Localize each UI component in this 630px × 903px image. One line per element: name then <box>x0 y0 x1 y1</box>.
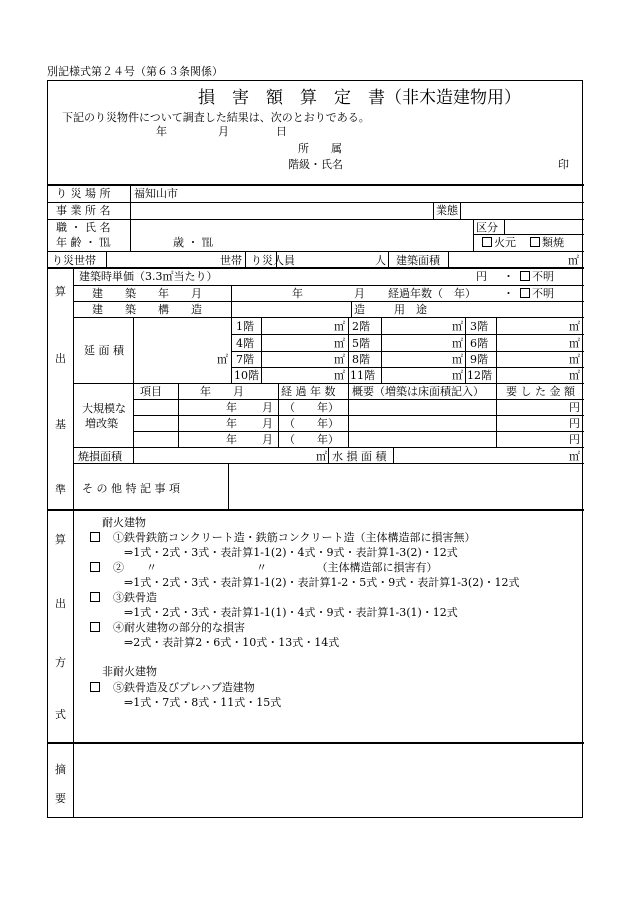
structure-label: 建 築 構 造 <box>92 303 202 316</box>
renovation-label-2: 増改築 <box>85 417 118 430</box>
construction-month: 月 <box>354 287 365 300</box>
seal-label: 印 <box>558 158 569 171</box>
construction-year-label: 建 築 年 月 <box>92 287 202 300</box>
age-label: 年 齢 ・ ℡ <box>56 236 111 249</box>
reno-year: 年 <box>226 433 237 446</box>
method-formula-5: ⇒1式・7式・8式・11式・15式 <box>124 696 282 709</box>
method-formula-1: ⇒1式・2式・3式・表計算1-1(2)・4式・9式・表計算1-3(2)・12式 <box>124 546 458 559</box>
floor-1: 1階 <box>236 320 254 333</box>
date-year-label: 年 <box>156 125 167 138</box>
area-unit: ㎡ <box>452 337 463 350</box>
floor-2: 2階 <box>352 320 370 333</box>
area-unit: ㎡ <box>569 337 580 350</box>
basis-side-char: 準 <box>55 483 66 496</box>
method-option-1[interactable]: ①鉄骨鉄筋コンクリート造・鉄筋コンクリート造（主体構造部に損害無） <box>90 532 476 543</box>
area-unit: ㎡ <box>334 337 345 350</box>
area-unit: ㎡ <box>452 353 463 366</box>
water-area-label: 水 損 面 積 <box>332 450 387 463</box>
persons-unit: 人 <box>375 254 386 267</box>
method-side-char: 式 <box>55 708 66 721</box>
reno-elapsed: （ 年） <box>284 401 339 414</box>
construction-year: 年 <box>292 287 303 300</box>
area-unit: ㎡ <box>569 369 580 382</box>
area-unit: ㎡ <box>452 369 463 382</box>
floor-area-label: 延 面 積 <box>84 344 124 357</box>
date-day-label: 日 <box>276 125 287 138</box>
reno-month: 月 <box>262 417 273 430</box>
area-unit: ㎡ <box>334 369 345 382</box>
method-side-char: 出 <box>55 597 66 610</box>
method-side-char: 方 <box>55 656 66 669</box>
burned-area-unit: ㎡ <box>316 450 327 463</box>
unknown-checkbox[interactable] <box>520 288 530 298</box>
floor-3: 3階 <box>470 320 488 333</box>
reno-header-date: 年 月 <box>200 385 244 398</box>
fireproof-label: 耐火建物 <box>102 516 146 529</box>
nonfireproof-label: 非耐火建物 <box>102 665 157 678</box>
building-area-unit: ㎡ <box>568 254 579 267</box>
water-area-unit: ㎡ <box>569 450 580 463</box>
method-checkbox[interactable] <box>90 682 100 692</box>
basis-side-char: 基 <box>55 418 66 431</box>
form-number-label: 別記様式第２４号（第６３条関係） <box>47 65 223 78</box>
reno-yen: 円 <box>569 417 580 430</box>
area-unit: ㎡ <box>569 353 580 366</box>
reno-header-elapsed: 経 過 年 数 <box>281 385 336 398</box>
method-option-5[interactable]: ⑤鉄骨造及びプレハブ造建物 <box>90 682 255 693</box>
unit-price-yen: 円 <box>476 270 487 283</box>
floor-12: 12階 <box>467 369 492 382</box>
floor-4: 4階 <box>236 337 254 350</box>
building-area-label: 建築面積 <box>396 254 440 267</box>
method-checkbox[interactable] <box>90 532 100 542</box>
floor-area-total-unit: ㎡ <box>217 353 228 366</box>
reno-month: 月 <box>262 433 273 446</box>
burned-area-label: 焼損面積 <box>78 450 122 463</box>
location-value: 福知山市 <box>134 187 178 200</box>
households-unit: 世帯 <box>220 254 242 267</box>
structure-suffix: 造 <box>354 303 365 316</box>
floor-10: 10階 <box>234 369 259 382</box>
method-option-4[interactable]: ④耐火建物の部分的な損害 <box>90 622 245 633</box>
floor-6: 6階 <box>470 337 488 350</box>
reno-month: 月 <box>262 401 273 414</box>
reno-header-item: 項目 <box>140 385 162 398</box>
persons-label: り災人員 <box>251 254 295 267</box>
unit-price-unknown[interactable]: 不明 <box>520 271 554 282</box>
usage-label: 用 途 <box>394 303 427 316</box>
spread-checkbox[interactable] <box>530 237 540 247</box>
method-side-char: 算 <box>55 533 66 546</box>
damage-assessment-form <box>47 80 583 818</box>
special-notes-label: そ の 他 特 記 事 項 <box>82 482 180 495</box>
area-unit: ㎡ <box>334 353 345 366</box>
floor-5: 5階 <box>352 337 370 350</box>
floor-8: 8階 <box>352 353 370 366</box>
area-unit: ㎡ <box>452 320 463 333</box>
occupation-label: 職 ・ 氏 名 <box>56 221 111 234</box>
floor-11: 11階 <box>350 369 375 382</box>
basis-side-char: 算 <box>55 285 66 298</box>
basis-side-char: 出 <box>55 352 66 365</box>
dot: ・ <box>503 287 514 300</box>
reno-year: 年 <box>226 417 237 430</box>
dot: ・ <box>503 270 514 283</box>
age-value-label: 歳 ・ ℡ <box>173 236 213 249</box>
intro-text: 下記のり災物件について調査した結果は、次のとおりである。 <box>62 111 370 124</box>
reno-yen: 円 <box>569 401 580 414</box>
reno-year: 年 <box>226 401 237 414</box>
category-label: 区分 <box>476 221 498 234</box>
area-unit: ㎡ <box>569 320 580 333</box>
method-checkbox[interactable] <box>90 592 100 602</box>
elapsed-years-label: 経過年数（ 年） <box>388 287 476 300</box>
reno-elapsed: （ 年） <box>284 417 339 430</box>
area-unit: ㎡ <box>334 320 345 333</box>
summary-side-char: 摘 <box>55 763 66 776</box>
method-option-2[interactable]: ② 〃 〃 （主体構造部に損害有） <box>90 562 438 573</box>
rank-name-label: 階級・氏名 <box>288 158 343 171</box>
reno-header-cost: 要 し た 金 額 <box>506 385 575 398</box>
method-option-3[interactable]: ③鉄骨造 <box>90 592 157 603</box>
fire-origin-option[interactable]: 火元 <box>482 237 516 248</box>
unit-price-label: 建築時単価（3.3㎡当たり） <box>79 270 218 283</box>
affiliation-label: 所 属 <box>298 142 342 155</box>
method-formula-3: ⇒1式・2式・3式・表計算1-1(1)・4式・9式・表計算1-3(1)・12式 <box>124 606 458 619</box>
location-label: り 災 場 所 <box>56 187 111 200</box>
reno-yen: 円 <box>569 433 580 446</box>
method-formula-2: ⇒1式・2式・3式・表計算1-1(2)・表計算1-2・5式・9式・表計算1-3(2)・12式 <box>124 576 520 589</box>
unknown-checkbox[interactable] <box>520 271 530 281</box>
business-type-label: 業態 <box>436 204 458 217</box>
spread-option[interactable]: 類焼 <box>530 237 564 248</box>
reno-elapsed: （ 年） <box>284 433 339 446</box>
renovation-label-1: 大規模な <box>82 402 126 415</box>
method-checkbox[interactable] <box>90 562 100 572</box>
reno-header-summary: 概要（増築は床面積記入） <box>352 385 484 398</box>
construction-unknown[interactable]: 不明 <box>520 288 554 299</box>
floor-9: 9階 <box>470 353 488 366</box>
method-checkbox[interactable] <box>90 622 100 632</box>
households-label: り災世帯 <box>52 254 96 267</box>
date-month-label: 月 <box>218 125 229 138</box>
floor-7: 7階 <box>236 353 254 366</box>
summary-side-char: 要 <box>55 792 66 805</box>
method-formula-4: ⇒2式・表計算2・6式・10式・13式・14式 <box>124 636 340 649</box>
form-title: 損 害 額 算 定 書（非木造建物用） <box>198 88 521 108</box>
business-label: 事 業 所 名 <box>56 204 111 217</box>
fire-origin-checkbox[interactable] <box>482 237 492 247</box>
